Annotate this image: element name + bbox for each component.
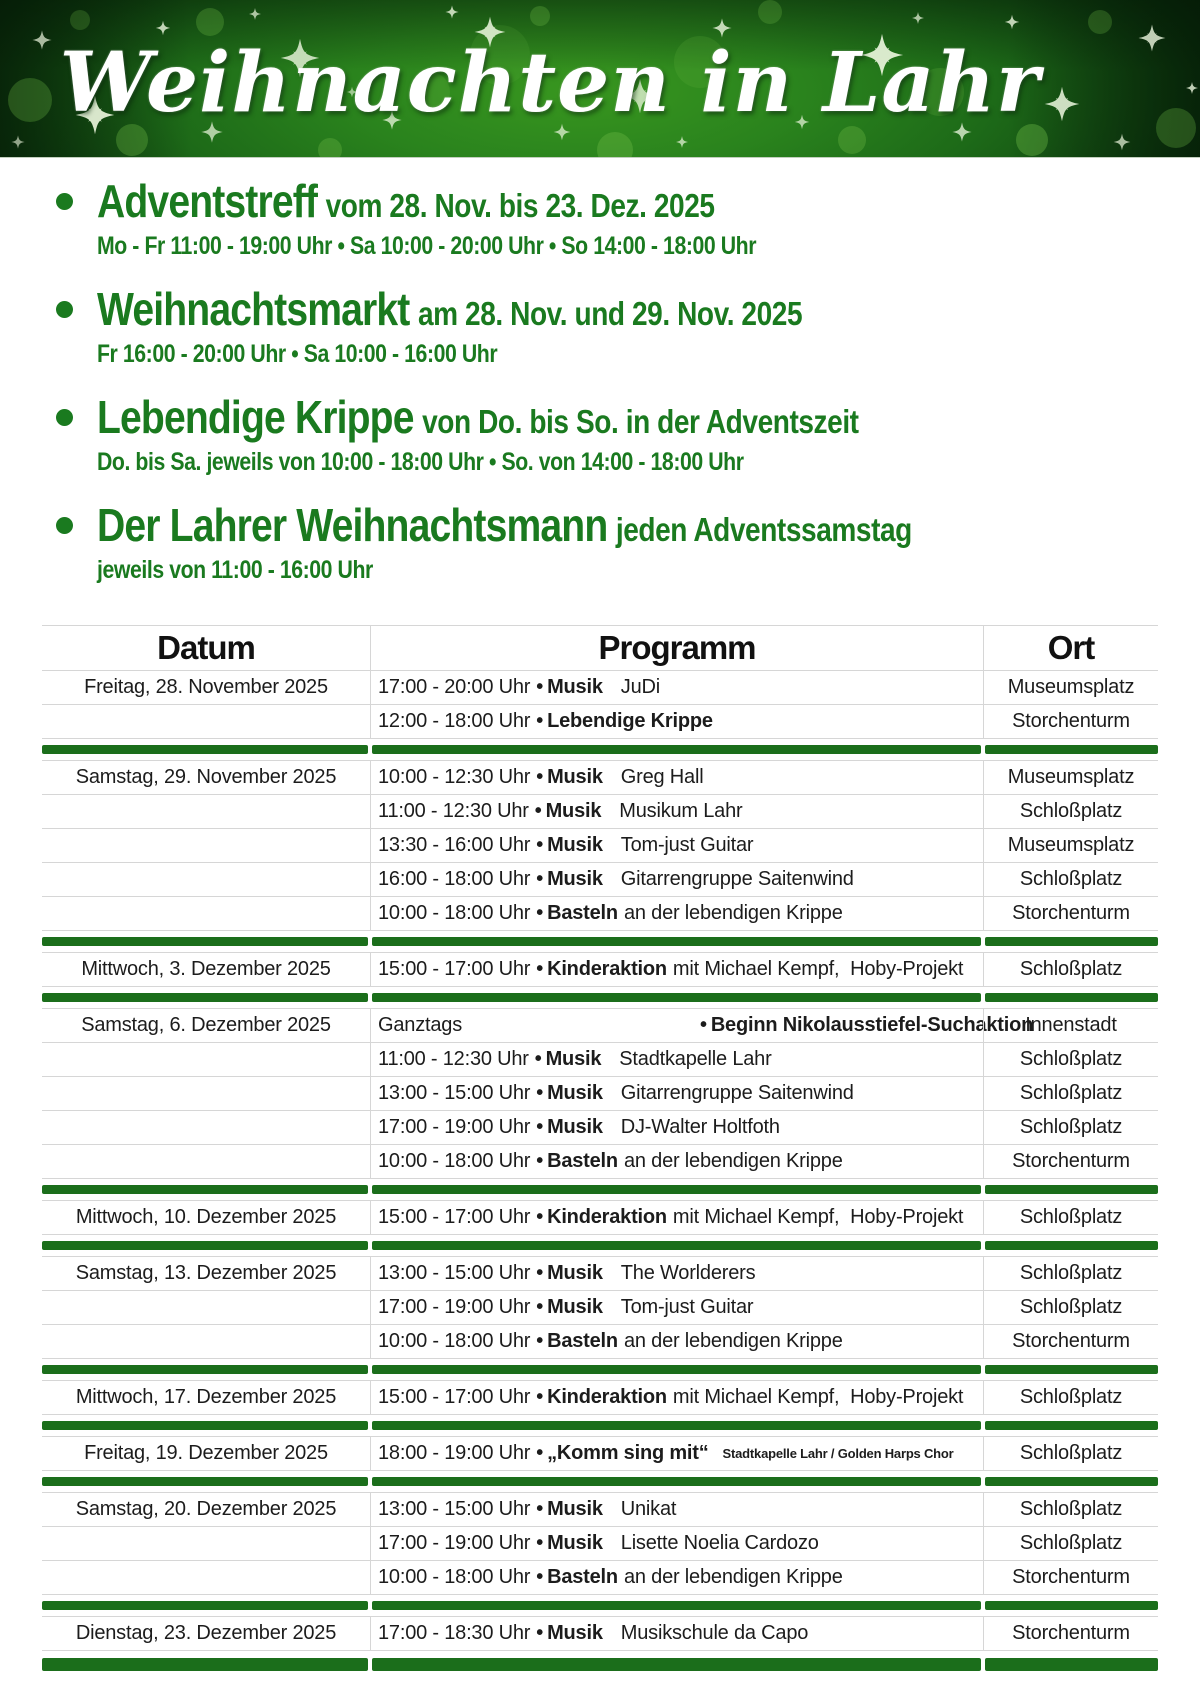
event-time: 15:00 - 17:00 Uhr (378, 957, 531, 980)
table-row (42, 1043, 1158, 1077)
table-row (42, 1145, 1158, 1179)
event-name: DJ-Walter Holtfoth (620, 1115, 780, 1138)
section-divider (42, 1651, 1158, 1679)
program-cell (370, 1617, 983, 1650)
table-row (42, 671, 1158, 705)
program-cell (370, 1493, 983, 1526)
program-cell (370, 897, 983, 930)
divider-bar (372, 1477, 981, 1486)
date-cell (42, 1325, 370, 1358)
event-title: Lebendige Krippe (97, 390, 414, 443)
event-time: 17:00 - 19:00 Uhr (378, 1531, 531, 1554)
table-row (42, 863, 1158, 897)
date-cell: Freitag, 28. November 2025 (84, 675, 328, 698)
date-cell: Freitag, 19. Dezember 2025 (84, 1441, 328, 1464)
bullet-separator: • (536, 1295, 544, 1318)
ort-cell: Schloßplatz (983, 1257, 1158, 1290)
date-cell (42, 795, 370, 828)
event-category: Musik (547, 1261, 603, 1284)
column-header-programm: Programm (370, 626, 983, 670)
event-dates: vom 28. Nov. bis 23. Dez. 2025 (325, 187, 715, 224)
program-cell (370, 1111, 983, 1144)
divider-bar (985, 937, 1158, 946)
event-name: Tom-just Guitar (620, 1295, 754, 1318)
date-cell (42, 1111, 370, 1144)
ort-cell: Schloßplatz (983, 953, 1158, 986)
bullet-separator: • (536, 957, 544, 980)
event-name: an der lebendigen Krippe (623, 901, 843, 924)
table-row (42, 1381, 1158, 1415)
date-cell (42, 1145, 370, 1178)
bullet-dot (56, 517, 73, 534)
section-divider (42, 739, 1158, 761)
divider-bar (42, 745, 368, 754)
bullet-separator: • (536, 709, 544, 732)
divider-bar (42, 1421, 368, 1430)
ort-cell: Museumsplatz (983, 761, 1158, 794)
date-cell: Mittwoch, 3. Dezember 2025 (81, 957, 331, 980)
event-time: 17:00 - 19:00 Uhr (378, 1115, 531, 1138)
event-category: Kinderaktion (547, 957, 667, 980)
header-banner (0, 0, 1200, 158)
event-category: Kinderaktion (547, 1385, 667, 1408)
bullet-separator: • (536, 1329, 544, 1352)
divider-bar (985, 745, 1158, 754)
bullet-separator: • (536, 901, 544, 924)
ort-cell: Schloßplatz (983, 1111, 1158, 1144)
bullet-separator: • (536, 1149, 544, 1172)
ort-cell: Storchenturm (983, 1561, 1158, 1594)
divider-bar (985, 1601, 1158, 1610)
date-cell (42, 1043, 370, 1076)
table-row (42, 1257, 1158, 1291)
event-name: Stadtkapelle Lahr (619, 1047, 772, 1070)
ort-cell: Storchenturm (983, 705, 1158, 738)
event-time: 17:00 - 20:00 Uhr (378, 675, 531, 698)
event-category: Basteln (547, 1329, 618, 1352)
event-category: „Komm sing mit“ (547, 1441, 709, 1464)
table-row (42, 1325, 1158, 1359)
divider-bar (42, 1601, 368, 1610)
bullet-separator: • (700, 1013, 707, 1036)
bullet-separator: • (536, 675, 544, 698)
event-time: 15:00 - 17:00 Uhr (378, 1385, 531, 1408)
event-name: mit Michael Kempf, Hoby-Projekt (672, 1205, 964, 1228)
event-category: Musik (547, 1081, 603, 1104)
divider-bar (985, 1477, 1158, 1486)
ort-cell: Schloßplatz (983, 1527, 1158, 1560)
program-cell (370, 1381, 983, 1414)
event-dates: von Do. bis So. in der Adventszeit (422, 402, 859, 440)
event-time: 18:00 - 19:00 Uhr (378, 1441, 531, 1464)
table-row (42, 705, 1158, 739)
page-title: Weihnachten in Lahr (59, 35, 1041, 131)
section-divider (42, 1235, 1158, 1257)
table-row (42, 795, 1158, 829)
event-name: Unikat (620, 1497, 677, 1520)
bullet-separator: • (536, 1385, 544, 1408)
ort-cell: Storchenturm (983, 897, 1158, 930)
table-row (42, 1291, 1158, 1325)
date-cell: Samstag, 20. Dezember 2025 (75, 1497, 337, 1520)
event-title: Adventstreff (97, 175, 318, 227)
event-time: 13:00 - 15:00 Uhr (378, 1261, 531, 1284)
bullet-dot (56, 193, 73, 210)
event-time: 11:00 - 12:30 Uhr (378, 799, 529, 822)
divider-bar (372, 993, 981, 1002)
event-name: Lisette Noelia Cardozo (620, 1531, 819, 1554)
bullet-separator: • (534, 1047, 542, 1070)
divider-bar (372, 1658, 981, 1671)
date-cell: Mittwoch, 10. Dezember 2025 (75, 1205, 337, 1228)
program-cell (370, 1201, 983, 1234)
date-cell (42, 705, 370, 738)
event-time: 10:00 - 18:00 Uhr (378, 1329, 531, 1352)
bullet-separator: • (536, 833, 544, 856)
divider-bar (985, 1658, 1158, 1671)
program-cell (370, 953, 983, 986)
table-row (42, 1527, 1158, 1561)
event-time: 13:30 - 16:00 Uhr (378, 833, 531, 856)
event-time: 10:00 - 18:00 Uhr (378, 1565, 531, 1588)
date-cell: Samstag, 13. Dezember 2025 (75, 1261, 337, 1284)
event-category: Basteln (547, 1565, 618, 1588)
event-category: Musik (547, 1621, 603, 1644)
table-header (42, 625, 1158, 671)
date-cell (42, 1561, 370, 1594)
event-hours: Mo - Fr 11:00 - 19:00 Uhr • Sa 10:00 - 20:00 Uhr • So 14:00 - 18:00 Uhr (97, 231, 757, 260)
event-time: 15:00 - 17:00 Uhr (378, 1205, 531, 1228)
section-divider (42, 1359, 1158, 1381)
ort-cell: Storchenturm (983, 1145, 1158, 1178)
ort-cell: Schloßplatz (983, 863, 1158, 896)
event-name: Musikschule da Capo (620, 1621, 809, 1644)
event-time: 17:00 - 18:30 Uhr (378, 1621, 531, 1644)
divider-bar (372, 937, 981, 946)
section-divider (42, 987, 1158, 1009)
divider-bar (372, 1241, 981, 1250)
table-row (42, 1437, 1158, 1471)
table-row (42, 953, 1158, 987)
ort-cell: Schloßplatz (983, 1201, 1158, 1234)
ort-cell: Museumsplatz (983, 671, 1158, 704)
event-category: Basteln (547, 901, 618, 924)
program-cell (370, 1527, 983, 1560)
divider-bar (372, 1421, 981, 1430)
event-category: Musik (547, 675, 603, 698)
event-category: Musik (547, 1497, 603, 1520)
event-category: Beginn Nikolausstiefel-Suchaktion (710, 1013, 1034, 1036)
date-cell: Samstag, 29. November 2025 (75, 765, 337, 788)
program-cell (370, 1561, 983, 1594)
table-row (42, 897, 1158, 931)
event-time: 10:00 - 12:30 Uhr (378, 765, 531, 788)
event-category: Musik (547, 765, 603, 788)
table-row (42, 1201, 1158, 1235)
program-cell (370, 1291, 983, 1324)
divider-bar (372, 745, 981, 754)
table-row (42, 1561, 1158, 1595)
divider-bar (42, 993, 368, 1002)
bullet-separator: • (536, 1621, 544, 1644)
event-name: Musikum Lahr (619, 799, 743, 822)
divider-bar (985, 1421, 1158, 1430)
event-time: 13:00 - 15:00 Uhr (378, 1497, 531, 1520)
divider-bar (42, 1185, 368, 1194)
ort-cell: Storchenturm (983, 1617, 1158, 1650)
ort-cell: Museumsplatz (983, 829, 1158, 862)
ort-cell: Schloßplatz (983, 1291, 1158, 1324)
divider-bar (985, 1185, 1158, 1194)
program-cell (370, 829, 983, 862)
divider-bar (42, 937, 368, 946)
date-cell (42, 1527, 370, 1560)
program-cell (370, 1437, 983, 1470)
event-dates: am 28. Nov. und 29. Nov. 2025 (417, 294, 803, 332)
table-row (42, 1111, 1158, 1145)
event-category: Musik (547, 833, 603, 856)
list-item (56, 390, 1200, 477)
program-cell (370, 705, 983, 738)
ort-cell: Storchenturm (983, 1325, 1158, 1358)
event-category: Musik (545, 799, 602, 822)
table-row (42, 1617, 1158, 1651)
program-cell (370, 1077, 983, 1110)
event-name: an der lebendigen Krippe (623, 1149, 843, 1172)
date-cell (42, 1291, 370, 1324)
event-name: JuDi (620, 675, 660, 698)
event-name: The Worlderers (620, 1261, 756, 1284)
event-time: 13:00 - 15:00 Uhr (378, 1081, 531, 1104)
ort-cell: Schloßplatz (983, 1437, 1158, 1470)
event-name: an der lebendigen Krippe (623, 1565, 843, 1588)
program-cell (370, 1325, 983, 1358)
program-cell (370, 863, 983, 896)
event-name: Tom-just Guitar (620, 833, 754, 856)
event-hours: Fr 16:00 - 20:00 Uhr • Sa 10:00 - 16:00 Uhr (97, 339, 498, 368)
section-divider (42, 1595, 1158, 1617)
date-cell: Mittwoch, 17. Dezember 2025 (75, 1385, 337, 1408)
event-name: Gitarrengruppe Saitenwind (620, 867, 854, 890)
table-row (42, 829, 1158, 863)
table-row (42, 1077, 1158, 1111)
bullet-separator: • (536, 867, 544, 890)
event-dates: jeden Adventssamstag (615, 510, 912, 548)
event-hours: Do. bis Sa. jeweils von 10:00 - 18:00 Uhr • So. von 14:00 - 18:00 Uhr (97, 447, 744, 476)
section-divider (42, 1179, 1158, 1201)
event-category: Musik (545, 1047, 602, 1070)
bullet-separator: • (536, 1531, 544, 1554)
event-name: mit Michael Kempf, Hoby-Projekt (672, 957, 964, 980)
table-row (42, 1009, 1158, 1043)
event-time: 16:00 - 18:00 Uhr (378, 867, 531, 890)
divider-bar (985, 1241, 1158, 1250)
event-time: 12:00 - 18:00 Uhr (378, 709, 531, 732)
event-time: 10:00 - 18:00 Uhr (378, 1149, 531, 1172)
table-body (42, 671, 1158, 1679)
event-hours: jeweils von 11:00 - 16:00 Uhr (97, 555, 373, 584)
divider-bar (372, 1185, 981, 1194)
ort-cell: Schloßplatz (983, 1381, 1158, 1414)
date-cell (42, 1077, 370, 1110)
intro-list (0, 158, 1200, 585)
ort-cell: Innenstadt (983, 1009, 1158, 1042)
bullet-separator: • (536, 1205, 544, 1228)
divider-bar (372, 1601, 981, 1610)
divider-bar (42, 1477, 368, 1486)
event-title: Der Lahrer Weihnachtsmann (97, 498, 608, 551)
divider-bar (42, 1241, 368, 1250)
program-cell (370, 1145, 983, 1178)
events-table (42, 625, 1158, 1679)
event-category: Musik (547, 867, 603, 890)
bullet-dot (56, 301, 73, 318)
event-name: Gitarrengruppe Saitenwind (620, 1081, 854, 1104)
date-cell (42, 863, 370, 896)
event-name: an der lebendigen Krippe (623, 1329, 843, 1352)
event-category: Basteln (547, 1149, 618, 1172)
event-category: Lebendige Krippe (547, 709, 713, 732)
bullet-separator: • (536, 1115, 544, 1138)
program-cell (370, 795, 983, 828)
bullet-separator: • (534, 799, 542, 822)
bullet-separator: • (536, 1565, 544, 1588)
event-time: 17:00 - 19:00 Uhr (378, 1295, 531, 1318)
bullet-dot (56, 409, 73, 426)
divider-bar (985, 993, 1158, 1002)
bullet-separator: • (536, 1261, 544, 1284)
table-row (42, 761, 1158, 795)
event-time: 11:00 - 12:30 Uhr (378, 1047, 529, 1070)
date-cell (42, 829, 370, 862)
bullet-separator: • (536, 1081, 544, 1104)
bullet-separator: • (536, 765, 544, 788)
ort-cell: Schloßplatz (983, 1077, 1158, 1110)
event-smallnote: Stadtkapelle Lahr / Golden Harps Chor (722, 1445, 954, 1461)
date-cell (42, 897, 370, 930)
column-header-ort: Ort (983, 626, 1158, 670)
event-name: mit Michael Kempf, Hoby-Projekt (672, 1385, 964, 1408)
list-item (56, 175, 1200, 261)
event-category: Musik (547, 1531, 603, 1554)
divider-bar (985, 1365, 1158, 1374)
divider-bar (372, 1365, 981, 1374)
event-name: Greg Hall (620, 765, 704, 788)
program-cell (370, 1257, 983, 1290)
section-divider (42, 1415, 1158, 1437)
divider-bar (42, 1365, 368, 1374)
column-header-datum: Datum (157, 628, 255, 666)
event-category: Musik (547, 1115, 603, 1138)
event-title: Weihnachtsmarkt (97, 282, 410, 335)
ort-cell: Schloßplatz (983, 1043, 1158, 1076)
date-cell: Dienstag, 23. Dezember 2025 (75, 1621, 337, 1644)
ort-cell: Schloßplatz (983, 795, 1158, 828)
date-cell: Samstag, 6. Dezember 2025 (81, 1013, 331, 1036)
section-divider (42, 1471, 1158, 1493)
program-cell (370, 1009, 1034, 1042)
event-time: 10:00 - 18:00 Uhr (378, 901, 531, 924)
bullet-separator: • (536, 1441, 544, 1464)
event-category: Musik (547, 1295, 603, 1318)
program-cell (370, 1043, 983, 1076)
program-cell (370, 761, 983, 794)
event-category: Kinderaktion (547, 1205, 667, 1228)
event-time: Ganztags (378, 1013, 463, 1036)
bullet-separator: • (536, 1497, 544, 1520)
ort-cell: Schloßplatz (983, 1493, 1158, 1526)
table-row (42, 1493, 1158, 1527)
list-item (56, 498, 1200, 585)
divider-bar (42, 1658, 368, 1671)
program-cell (370, 671, 983, 704)
section-divider (42, 931, 1158, 953)
list-item (56, 282, 1200, 369)
